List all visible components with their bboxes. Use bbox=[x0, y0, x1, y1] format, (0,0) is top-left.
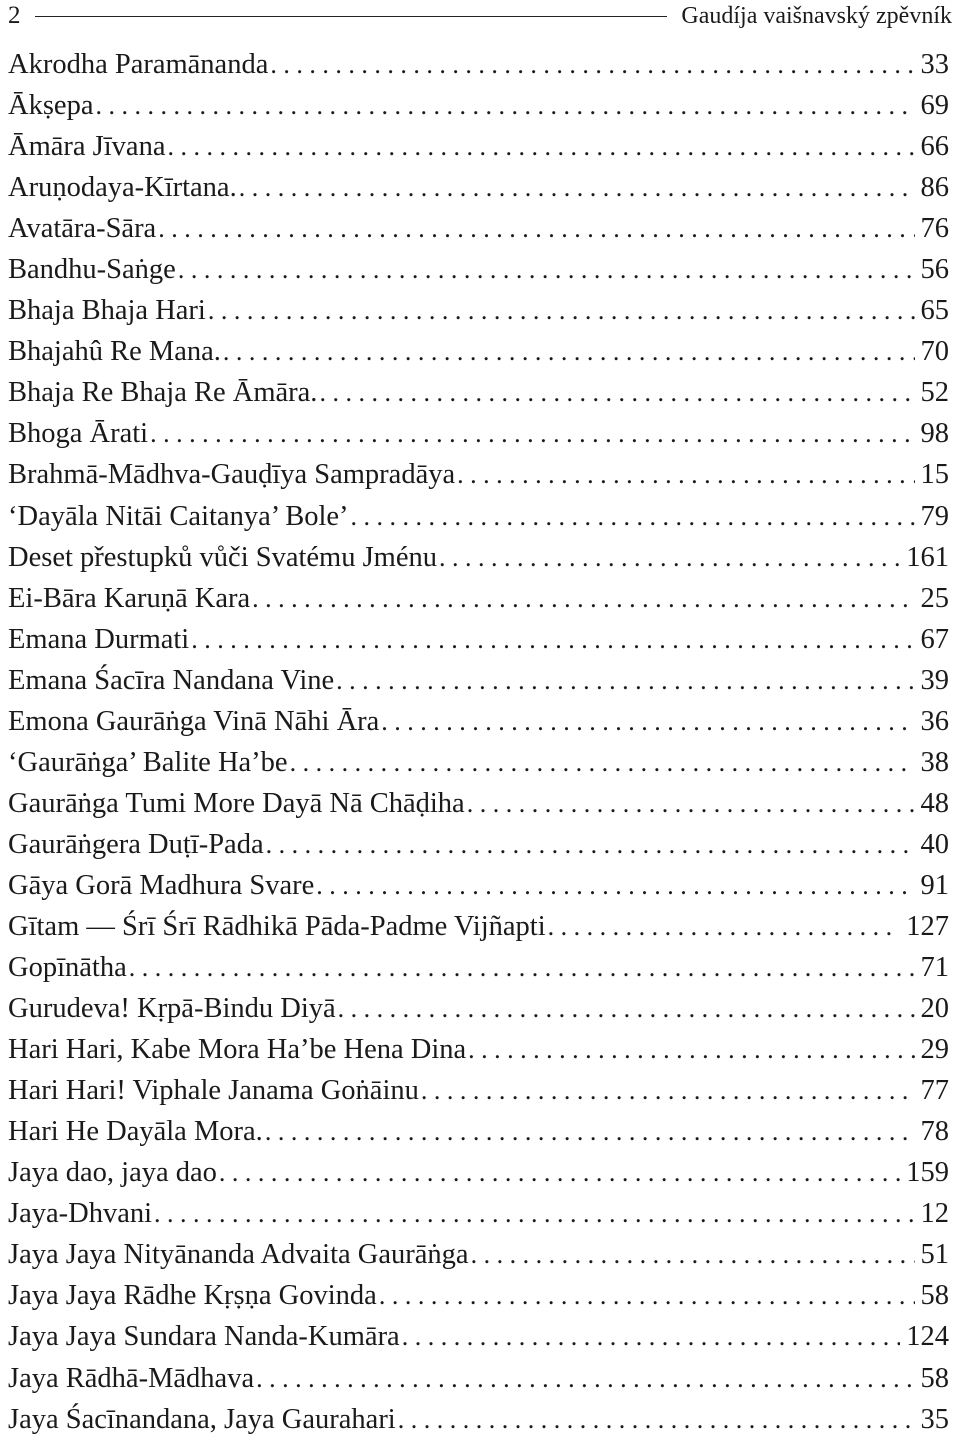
entry-title: Bandhu-Saṅge bbox=[8, 254, 176, 286]
toc-entry[interactable] bbox=[8, 1234, 949, 1275]
entry-page-number: 98 bbox=[920, 418, 949, 450]
entry-title: Hari He Dayāla Mora. bbox=[8, 1116, 263, 1148]
toc-entry[interactable] bbox=[8, 783, 949, 824]
dot-leader bbox=[270, 44, 914, 85]
dot-leader bbox=[154, 1193, 914, 1234]
entry-title: Gaurāṅga Tumi More Dayā Nā Chāḍiha bbox=[8, 787, 465, 819]
entry-page-number: 15 bbox=[920, 459, 949, 491]
dot-leader bbox=[548, 906, 901, 947]
toc-entry[interactable] bbox=[8, 824, 949, 865]
entry-page-number: 65 bbox=[920, 295, 949, 327]
entry-title: Ei-Bāra Karuṇā Kara bbox=[8, 582, 251, 614]
toc-entry[interactable] bbox=[8, 1152, 949, 1193]
entry-page-number: 67 bbox=[920, 623, 949, 655]
dot-leader bbox=[402, 1316, 901, 1357]
entry-title: Jaya Jaya Rādhe Kṛṣṇa Govinda bbox=[8, 1280, 377, 1312]
dot-leader bbox=[398, 1399, 915, 1440]
dot-leader bbox=[316, 865, 914, 906]
toc-entry[interactable] bbox=[8, 1029, 949, 1070]
toc-entry[interactable] bbox=[8, 1316, 949, 1357]
entry-page-number: 29 bbox=[920, 1034, 949, 1066]
entry-title: Deset přestupků vůči Svatému Jménu bbox=[8, 541, 438, 573]
entry-title: Gītam — Śrī Śrī Rādhikā Pāda-Padme Vijñapti bbox=[8, 910, 546, 942]
entry-page-number: 40 bbox=[920, 828, 949, 860]
dot-leader bbox=[379, 1275, 915, 1316]
entry-title: Aruṇodaya-Kīrtana. bbox=[8, 172, 237, 204]
entry-page-number: 38 bbox=[920, 746, 949, 778]
entry-title: Jaya dao, jaya dao bbox=[8, 1157, 217, 1189]
entry-title: Avatāra-Sāra bbox=[8, 213, 157, 245]
dot-leader bbox=[167, 126, 914, 167]
entry-page-number: 69 bbox=[920, 90, 949, 122]
dot-leader bbox=[256, 1358, 914, 1399]
entry-page-number: 58 bbox=[920, 1362, 949, 1394]
dot-leader bbox=[129, 947, 915, 988]
dot-leader bbox=[252, 578, 914, 619]
entry-title: Gopīnātha bbox=[8, 952, 127, 984]
entry-title: Jaya Jaya Nityānanda Advaita Gaurāṅga bbox=[8, 1239, 469, 1271]
table-of-contents bbox=[8, 44, 949, 1440]
entry-title: Hari Hari, Kabe Mora Ha’be Hena Dina bbox=[8, 1034, 467, 1066]
toc-entry[interactable] bbox=[8, 167, 949, 208]
dot-leader bbox=[351, 496, 915, 537]
entry-page-number: 20 bbox=[920, 993, 949, 1025]
dot-leader bbox=[381, 701, 914, 742]
running-header bbox=[8, 0, 952, 32]
entry-page-number: 12 bbox=[920, 1198, 949, 1230]
entry-title: Brahmā-Mādhva-Gauḍīya Sampradāya bbox=[8, 459, 456, 491]
entry-page-number: 51 bbox=[920, 1239, 949, 1271]
dot-leader bbox=[290, 742, 915, 783]
toc-entry[interactable] bbox=[8, 1111, 949, 1152]
dot-leader bbox=[223, 331, 915, 372]
entry-page-number: 78 bbox=[920, 1116, 949, 1148]
dot-leader bbox=[265, 1111, 915, 1152]
entry-title: Emona Gaurāṅga Vinā Nāhi Āra bbox=[8, 705, 380, 737]
entry-title: Āmāra Jīvana bbox=[8, 131, 166, 163]
entry-page-number: 70 bbox=[920, 336, 949, 368]
toc-entry[interactable] bbox=[8, 1193, 949, 1234]
entry-title: Bhaja Bhaja Hari bbox=[8, 295, 206, 327]
entry-page-number: 71 bbox=[920, 952, 949, 984]
toc-entry[interactable] bbox=[8, 578, 949, 619]
entry-title: ‘Dayāla Nitāi Caitanya’ Bole’ bbox=[8, 500, 349, 532]
entry-title: Jaya Śacīnandana, Jaya Gaurahari bbox=[8, 1403, 396, 1435]
toc-entry[interactable] bbox=[8, 1358, 949, 1399]
toc-entry[interactable] bbox=[8, 413, 949, 454]
dot-leader bbox=[336, 660, 914, 701]
entry-page-number: 86 bbox=[920, 172, 949, 204]
dot-leader bbox=[178, 249, 915, 290]
dot-leader bbox=[95, 85, 914, 126]
toc-entry[interactable] bbox=[8, 619, 949, 660]
entry-title: Bhoga Ārati bbox=[8, 418, 149, 450]
entry-title: Emana Śacīra Nandana Vine bbox=[8, 664, 335, 696]
dot-leader bbox=[266, 824, 915, 865]
entry-page-number: 35 bbox=[920, 1403, 949, 1435]
dot-leader bbox=[457, 454, 914, 495]
running-title: Gaudíja vaišnavský zpěvník bbox=[681, 3, 952, 29]
dot-leader bbox=[421, 1070, 915, 1111]
entry-page-number: 159 bbox=[906, 1157, 949, 1189]
toc-entry[interactable] bbox=[8, 249, 949, 290]
dot-leader bbox=[471, 1234, 915, 1275]
toc-entry[interactable] bbox=[8, 85, 949, 126]
toc-entry[interactable] bbox=[8, 660, 949, 701]
entry-page-number: 127 bbox=[906, 910, 949, 942]
dot-leader bbox=[219, 1152, 900, 1193]
page-number: 2 bbox=[8, 2, 21, 29]
dot-leader bbox=[208, 290, 915, 331]
dot-leader bbox=[150, 413, 914, 454]
toc-entry[interactable] bbox=[8, 496, 949, 537]
entry-title: Emana Durmati bbox=[8, 623, 190, 655]
dot-leader bbox=[158, 208, 914, 249]
entry-page-number: 161 bbox=[906, 541, 949, 573]
entry-title: Bhajahû Re Mana. bbox=[8, 336, 221, 368]
entry-page-number: 76 bbox=[920, 213, 949, 245]
entry-page-number: 33 bbox=[920, 49, 949, 80]
entry-page-number: 124 bbox=[906, 1321, 949, 1353]
toc-entry[interactable] bbox=[8, 701, 949, 742]
entry-title: Jaya Jaya Sundara Nanda-Kumāra bbox=[8, 1321, 400, 1353]
dot-leader bbox=[468, 1029, 914, 1070]
entry-page-number: 58 bbox=[920, 1280, 949, 1312]
entry-title: Jaya-Dhvani bbox=[8, 1198, 153, 1230]
entry-page-number: 66 bbox=[920, 131, 949, 163]
dot-leader bbox=[439, 537, 900, 578]
dot-leader bbox=[467, 783, 915, 824]
entry-page-number: 91 bbox=[920, 869, 949, 901]
toc-entry[interactable] bbox=[8, 537, 949, 578]
toc-entry[interactable] bbox=[8, 372, 949, 413]
entry-page-number: 77 bbox=[920, 1075, 949, 1107]
entry-title: Hari Hari! Viphale Janama Goṅāinu bbox=[8, 1075, 419, 1107]
toc-entry[interactable] bbox=[8, 331, 949, 372]
dot-leader bbox=[191, 619, 914, 660]
toc-entry[interactable] bbox=[8, 290, 949, 331]
entry-page-number: 48 bbox=[920, 787, 949, 819]
entry-title: Jaya Rādhā-Mādhava bbox=[8, 1362, 255, 1394]
entry-title: ‘Gaurāṅga’ Balite Ha’be bbox=[8, 746, 288, 778]
entry-title: Akrodha Paramānanda bbox=[8, 49, 269, 80]
entry-title: Gāya Gorā Madhura Svare bbox=[8, 869, 315, 901]
toc-entry[interactable] bbox=[8, 906, 949, 947]
entry-title: Bhaja Re Bhaja Re Āmāra. bbox=[8, 377, 318, 409]
entry-title: Ākṣepa bbox=[8, 90, 94, 122]
toc-entry[interactable] bbox=[8, 208, 949, 249]
entry-page-number: 25 bbox=[920, 582, 949, 614]
dot-leader bbox=[319, 372, 914, 413]
toc-entry[interactable] bbox=[8, 44, 949, 85]
entry-page-number: 52 bbox=[920, 377, 949, 409]
toc-entry[interactable] bbox=[8, 126, 949, 167]
dot-leader bbox=[338, 988, 915, 1029]
toc-entry[interactable] bbox=[8, 988, 949, 1029]
entry-page-number: 79 bbox=[920, 500, 949, 532]
toc-entry[interactable] bbox=[8, 742, 949, 783]
toc-entry[interactable] bbox=[8, 1070, 949, 1111]
entry-title: Gaurāṅgera Duṭī-Pada bbox=[8, 828, 264, 860]
entry-page-number: 39 bbox=[920, 664, 949, 696]
toc-entry[interactable] bbox=[8, 1399, 949, 1440]
toc-entry[interactable] bbox=[8, 947, 949, 988]
entry-page-number: 36 bbox=[920, 705, 949, 737]
header-rule bbox=[35, 16, 668, 17]
toc-entry[interactable] bbox=[8, 1275, 949, 1316]
toc-entry[interactable] bbox=[8, 454, 949, 495]
toc-entry[interactable] bbox=[8, 865, 949, 906]
entry-title: Gurudeva! Kṛpā-Bindu Diyā bbox=[8, 993, 336, 1025]
dot-leader bbox=[239, 167, 915, 208]
entry-page-number: 56 bbox=[920, 254, 949, 286]
